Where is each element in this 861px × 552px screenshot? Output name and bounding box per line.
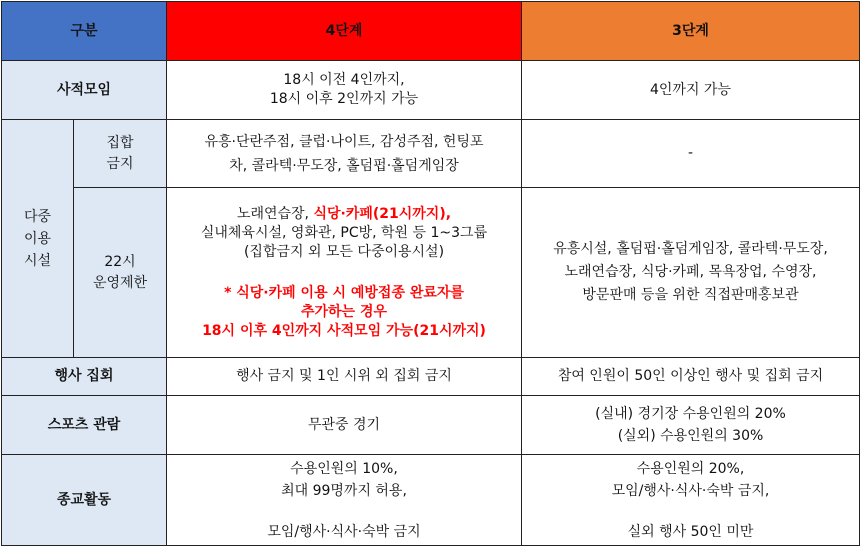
sports-level3 (522, 396, 860, 455)
row-multi-use-restrict (2, 188, 860, 358)
restrict-level4-line: 실내체육시설, 영화관, PC방, 학원 등 1~3그룹 (200, 224, 488, 241)
row-religion (2, 455, 860, 546)
religion-label: 종교활동 (2, 455, 167, 546)
ban-level4-line: 유흥·단란주점, 클럽·나이트, 감성주점, 헌팅포 (204, 133, 484, 150)
ban-label (74, 120, 167, 188)
restrict-level4-note-line: 18시 이후 4인까지 사적모임 가능(21시까지) (202, 322, 486, 339)
restrict-level4 (167, 188, 522, 358)
multi-use-label-line: 다중 (23, 208, 52, 225)
religion-level4 (167, 455, 522, 546)
distancing-rules-table (1, 1, 860, 546)
spacer (171, 502, 517, 521)
row-events (2, 358, 860, 396)
restrict-level4-note-line: * 식당·카페 이용 시 예방접종 완료자를 (224, 284, 464, 301)
events-label: 행사 집회 (2, 358, 167, 396)
restrict-level3 (522, 188, 860, 358)
multi-use-label (2, 120, 74, 358)
religion-level4-line: 수용인원의 10%, (290, 460, 398, 477)
restrict-level4-line1-plain: 노래연습장, (236, 205, 314, 222)
header-category: 구분 (2, 2, 167, 61)
row-sports (2, 396, 860, 455)
events-level4: 행사 금지 및 1인 시위 외 집회 금지 (167, 358, 522, 396)
private-gathering-level3: 4인까지 가능 (522, 61, 860, 120)
events-level3: 참여 인원이 50인 이상인 행사 및 집회 금지 (522, 358, 860, 396)
restrict-level4-note-line: 추가하는 경우 (300, 303, 388, 320)
religion-level3-line: 실외 행사 50인 미만 (627, 523, 754, 540)
restrict-level4-line: (집합금지 외 모든 다중이용시설) (243, 243, 445, 260)
header-row (2, 2, 860, 61)
private-gathering-level4-line: 18시 이후 2인까지 가능 (269, 91, 419, 107)
religion-level4-line: 최대 99명까지 허용, (281, 482, 407, 499)
private-gathering-label: 사적모임 (2, 61, 167, 120)
restrict-label-line: 22시 (104, 253, 136, 270)
ban-label-line: 금지 (106, 155, 134, 172)
restrict-label-line: 운영제한 (92, 274, 148, 291)
multi-use-label-line: 이용 (23, 230, 52, 247)
sports-label: 스포츠 관람 (2, 396, 167, 455)
multi-use-label-line: 시설 (23, 252, 52, 269)
religion-level3-line: 모임/행사·식사·숙박 금지, (611, 482, 770, 499)
sports-level3-line: (실외) 수용인원의 30% (617, 428, 764, 444)
private-gathering-level4 (167, 61, 522, 120)
spacer (171, 262, 517, 284)
private-gathering-level4-line: 18시 이전 4인까지, (283, 72, 405, 88)
spacer (526, 502, 855, 521)
religion-level3 (522, 455, 860, 546)
religion-level3-line: 수용인원의 20%, (636, 460, 745, 477)
restrict-level4-line1-red: 식당·카페(21시까지), (313, 205, 452, 222)
ban-label-line: 집합 (106, 134, 134, 151)
restrict-level3-line: 노래연습장, 식당·카페, 목욕장업, 수영장, (564, 264, 817, 280)
religion-level4-line: 모임/행사·식사·숙박 금지 (267, 523, 421, 540)
restrict-level4-line1 (171, 205, 517, 224)
sports-level3-line: (실내) 경기장 수용인원의 20% (595, 406, 786, 422)
sports-level4: 무관중 경기 (167, 396, 522, 455)
header-level3: 3단계 (522, 2, 860, 61)
restrict-level3-line: 방문판매 등을 위한 직접판매홍보관 (582, 287, 799, 303)
ban-level4-line: 차, 콜라텍·무도장, 홀덤펍·홀덤게임장 (229, 157, 459, 174)
row-multi-use-ban (2, 120, 860, 188)
restrict-label (74, 188, 167, 358)
restrict-level3-line: 유흥시설, 홀덤펍·홀덤게임장, 콜라텍·무도장, (553, 241, 828, 257)
ban-level3: - (522, 120, 860, 188)
header-level4: 4단계 (167, 2, 522, 61)
row-private-gathering (2, 61, 860, 120)
ban-level4 (167, 120, 522, 188)
